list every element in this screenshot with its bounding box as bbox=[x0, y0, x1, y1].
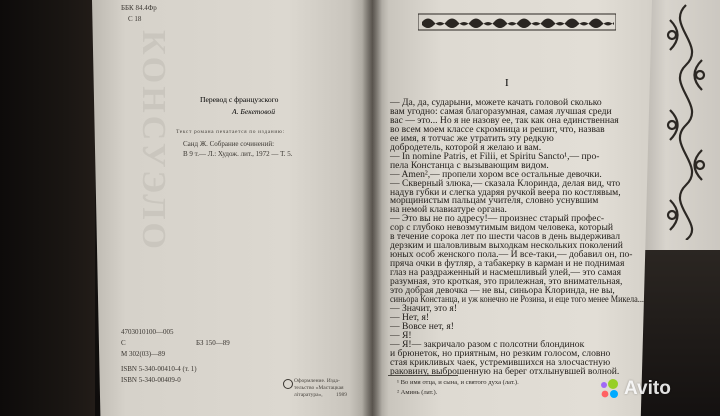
source-line-2: В 9 т.— Л.: Худож. лит., 1972 — Т. 5. bbox=[183, 150, 293, 158]
isbn-2: ISBN 5-340-00409-0 bbox=[121, 376, 181, 384]
body-line: во всем моем классе скромница и решит, что, назвав bbox=[390, 123, 605, 135]
translation-line: Перевод с французского bbox=[200, 95, 279, 104]
design-line-3: літаратура», bbox=[294, 392, 323, 398]
body-line: пела Констанца с вызывающим видом. bbox=[390, 159, 549, 171]
chapter-number: I bbox=[505, 77, 509, 89]
body-line: — Это вы не по адресу!— произнес старый профес- bbox=[390, 213, 605, 225]
body-line: — Amen²,— пропели хором все остальные девочки. bbox=[390, 168, 602, 180]
book-gutter bbox=[362, 0, 382, 416]
body-line: добродетель, которой я желаю и вам. bbox=[390, 141, 542, 153]
left-shadow bbox=[0, 0, 95, 416]
body-line: — Скверный злюка,— сказала Клоринда, делая вид, что bbox=[390, 177, 621, 189]
code-line-1: 4703010100—005 bbox=[121, 328, 174, 336]
source-line-1: Санд Ж. Собрание сочинений: bbox=[183, 140, 275, 148]
body-line: вас — это... Но я не назову ее, так как она единственная bbox=[390, 114, 619, 126]
headpiece-ornament-icon bbox=[418, 13, 616, 31]
footnote-rule bbox=[388, 375, 458, 376]
edition-note: Текст романа печатается по изданию: bbox=[176, 129, 285, 135]
code-line-3: М 302(03)—89 bbox=[121, 350, 166, 358]
ghost-title-bleed: КОНСУЭЛО bbox=[135, 30, 172, 253]
body-line: надув губки и слегка ударяя ручкой веера по костлявым, bbox=[390, 186, 621, 198]
body-line: пряча очки в футляр, а табакерку в карман и не поднимая bbox=[390, 258, 625, 270]
avito-logo-icon bbox=[598, 378, 620, 400]
body-line: раковину, выброшенную на берег отхлынувшей волной. bbox=[390, 365, 620, 377]
body-line: и брюнеток, но приятным, но резким голосом, словно bbox=[390, 347, 611, 359]
body-line: сор с глубоко невозмутимым видом человека, который bbox=[390, 222, 614, 234]
body-line: — In nomine Patris, et Filii, et Spiritu Sancto¹,— про- bbox=[390, 150, 600, 162]
body-line: это добрая девочка — не вы, синьора Клоринда, не вы, bbox=[390, 284, 615, 296]
code-line-2: С bbox=[121, 339, 126, 347]
avito-watermark bbox=[598, 378, 671, 400]
copyright-icon bbox=[283, 379, 293, 389]
body-line: в течение сорока лет по шести часов в день выдерживал bbox=[390, 231, 621, 243]
design-year: 1989 bbox=[336, 392, 347, 398]
body-line: глаз на раздраженный и насмешливый улей,— это самая bbox=[390, 267, 622, 279]
footnote-1: ¹ Во имя отца, и сына, и святого духа (лат.). bbox=[397, 379, 519, 386]
background-book bbox=[640, 0, 720, 250]
body-line: — Я!— закричало разом с полсотни блондинок bbox=[390, 338, 585, 350]
design-line-2: тельство «Мастацкая bbox=[294, 385, 344, 391]
ornament-pattern-icon bbox=[660, 0, 712, 240]
body-line: — Да, да, сударыни, можете качать головой сколько bbox=[390, 97, 602, 108]
code-line-2b: БЗ 150—89 bbox=[196, 339, 230, 347]
footnote-2: ² Аминь (лат.). bbox=[397, 389, 438, 396]
body-line: юных особ женского пола.— И все-таки,— добавил он, по- bbox=[390, 249, 633, 261]
body-line: — Нет, я! bbox=[390, 311, 430, 323]
catalog-code: С 18 bbox=[128, 15, 142, 23]
body-line: дерзким и шаловливым выходкам нескольких поколений bbox=[390, 240, 623, 252]
isbn-1: ISBN 5-340-00410-4 (т. 1) bbox=[121, 365, 197, 373]
body-line: ее имя, я тотчас же утратить эту редкую bbox=[390, 132, 554, 144]
body-line: — Вовсе нет, я! bbox=[390, 320, 454, 332]
avito-wordmark: Avito bbox=[624, 378, 671, 399]
body-line: синьора Констанца, и уж конечно не Розина, и еще того менее Микела... bbox=[390, 293, 644, 305]
design-line-1: Оформление. Изда- bbox=[294, 378, 340, 384]
bbk-code: ББК 84.4Фр bbox=[121, 4, 157, 12]
body-line: вам угодно: самая благоразумная, самая лучшая среди bbox=[390, 105, 612, 117]
body-line: — Значит, это я! bbox=[390, 302, 458, 314]
body-line: морщинистым пальцам учителя, словно уснувшим bbox=[390, 195, 599, 207]
translator-name: А. Бекетовой bbox=[232, 107, 275, 116]
body-line: — Я! bbox=[390, 329, 412, 341]
body-line: на немой клавиатуре органа. bbox=[390, 204, 507, 216]
body-line: разумная, это кроткая, это прилежная, это внимательная, bbox=[390, 276, 623, 287]
body-line: стая крикливых чаек, устремившихся на злосчастную bbox=[390, 356, 611, 368]
